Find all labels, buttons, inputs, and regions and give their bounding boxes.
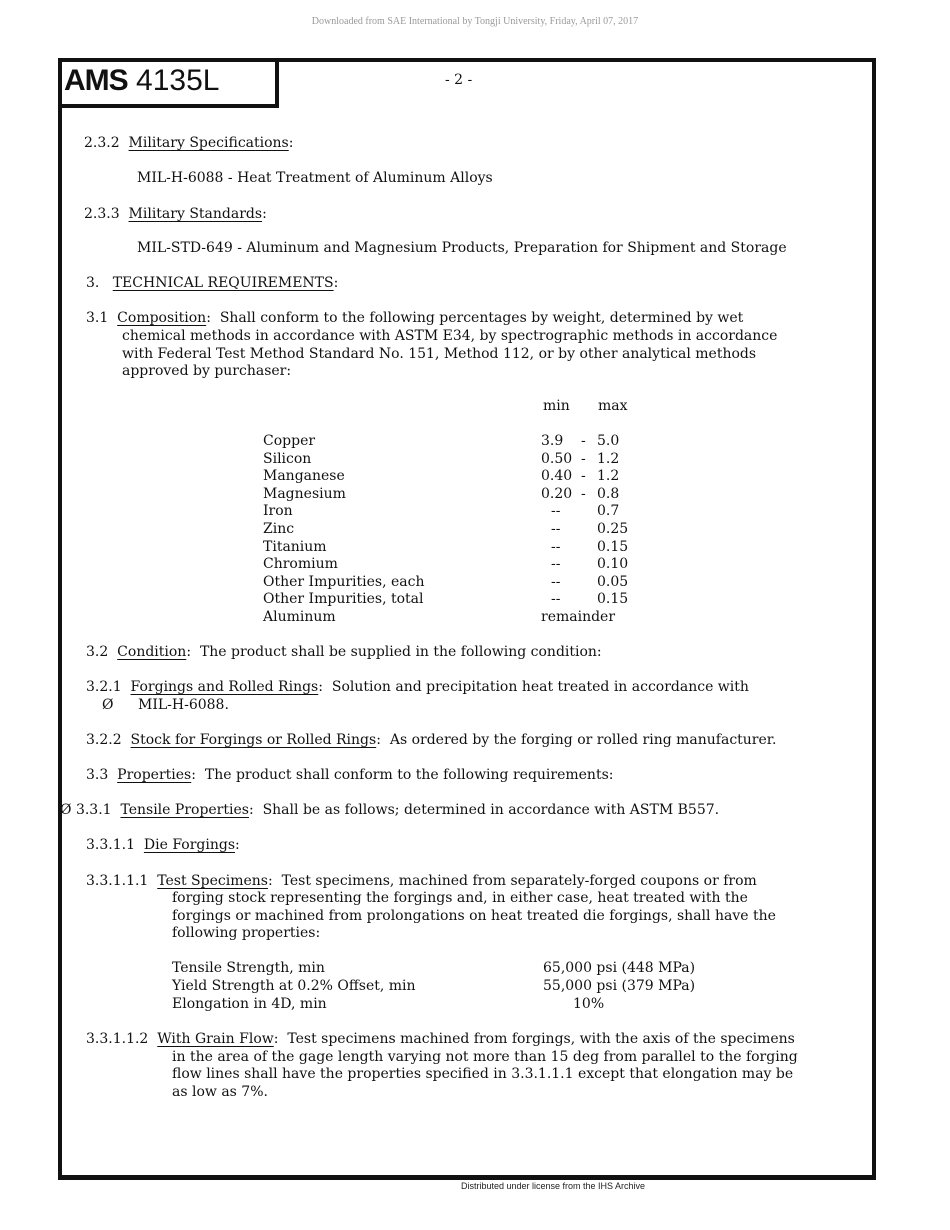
section-title: Condition bbox=[117, 644, 187, 660]
min-value: 0.20 bbox=[541, 485, 573, 502]
section-title: Forgings and Rolled Rings bbox=[130, 679, 319, 695]
section-title: Tensile Properties bbox=[120, 802, 249, 818]
element-name: Manganese bbox=[263, 468, 345, 485]
section-number: 2.3.3 bbox=[84, 206, 120, 222]
section-title: Composition bbox=[117, 310, 207, 326]
max-value: 0.8 bbox=[597, 485, 620, 502]
element-name: Silicon bbox=[263, 450, 312, 467]
max-value: 0.15 bbox=[597, 591, 629, 608]
max-value: 5.0 bbox=[597, 433, 620, 449]
section-2-3-2: 2.3.2 Military Specifications: bbox=[84, 135, 294, 151]
section-3-2: 3.2 Condition: The product shall be supplied in the following condition: bbox=[86, 644, 602, 660]
section-number: 3. bbox=[86, 275, 100, 291]
text-line: approved by purchaser: bbox=[122, 363, 292, 379]
section-number: 3.3.1.1.2 bbox=[86, 1031, 149, 1047]
section-3-3-1-1-1: 3.3.1.1.1 Test Specimens: Test specimens, machined from separately-forged coupons or from bbox=[86, 873, 757, 889]
section-text: The product shall conform to the following requirements: bbox=[204, 767, 614, 783]
text-line: forging stock representing the forgings and, in either case, heat treated with the bbox=[172, 890, 748, 906]
min-value: 0.40 bbox=[541, 468, 573, 485]
section-title: Die Forgings bbox=[143, 837, 235, 853]
section-number: 3.2 bbox=[86, 644, 109, 660]
element-name: Zinc bbox=[263, 521, 295, 537]
composition-row bbox=[263, 468, 663, 486]
element-name: Other Impurities, total bbox=[263, 591, 424, 608]
text-line: in the area of the gage length varying not more than 15 deg from parallel to the forging bbox=[172, 1049, 798, 1065]
text-line: flow lines shall have the properties specified in 3.3.1.1.1 except that elongation may be bbox=[172, 1066, 794, 1082]
composition-row bbox=[263, 451, 663, 469]
max-column-header: max bbox=[598, 398, 628, 414]
min-value: -- bbox=[551, 538, 561, 555]
min-value: -- bbox=[551, 503, 561, 520]
section-3-2-2: 3.2.2 Stock for Forgings or Rolled Rings: As ordered by the forging or rolled ring manufacturer. bbox=[86, 732, 777, 748]
min-value: remainder bbox=[541, 609, 616, 625]
section-3-3: 3.3 Properties: The product shall conform to the following requirements: bbox=[86, 767, 614, 783]
max-value: 0.15 bbox=[597, 538, 629, 555]
element-name: Other Impurities, each bbox=[263, 573, 425, 590]
range-separator: - bbox=[581, 468, 586, 485]
text-line: MIL-H-6088. bbox=[138, 697, 229, 713]
property-value: 55,000 psi (379 MPa) bbox=[543, 978, 696, 994]
min-value: 0.50 bbox=[541, 450, 573, 467]
section-number: 3.2.1 bbox=[86, 679, 122, 695]
range-separator: - bbox=[581, 450, 586, 467]
document-id-badge bbox=[58, 58, 279, 108]
composition-row bbox=[263, 486, 663, 504]
section-2-3-3: 2.3.3 Military Standards: bbox=[84, 206, 267, 222]
property-value: 65,000 psi (448 MPa) bbox=[543, 960, 696, 976]
doc-id-prefix: AMS bbox=[64, 64, 128, 97]
mil-std-item: MIL-STD-649 - Aluminum and Magnesium Products, Preparation for Shipment and Storage bbox=[137, 240, 787, 256]
composition-row bbox=[263, 574, 663, 592]
mil-spec-item: MIL-H-6088 - Heat Treatment of Aluminum Alloys bbox=[137, 170, 493, 186]
section-number: 3.3.1.1.1 bbox=[86, 873, 149, 889]
max-value: 0.10 bbox=[597, 556, 629, 573]
section-title: TECHNICAL REQUIREMENTS bbox=[112, 275, 334, 291]
min-value: -- bbox=[551, 573, 561, 590]
section-title: Test Specimens bbox=[157, 873, 268, 889]
element-name: Titanium bbox=[263, 538, 327, 555]
min-value: -- bbox=[551, 591, 561, 608]
range-separator: - bbox=[581, 485, 586, 502]
min-column-header: min bbox=[543, 398, 570, 414]
section-text: Shall be as follows; determined in accordance with ASTM B557. bbox=[262, 802, 720, 818]
section-text: The product shall be supplied in the following condition: bbox=[199, 644, 602, 660]
composition-row bbox=[263, 521, 663, 539]
section-title: Military Standards bbox=[128, 206, 263, 222]
composition-row bbox=[263, 539, 663, 557]
section-number: 3.3.1.1 bbox=[86, 837, 135, 853]
composition-row bbox=[263, 503, 663, 521]
section-text: As ordered by the forging or rolled ring manufacturer. bbox=[389, 732, 777, 748]
section-number: 3.3 bbox=[86, 767, 109, 783]
composition-row bbox=[263, 556, 663, 574]
composition-row bbox=[263, 433, 663, 451]
footer-notice: Distributed under license from the IHS Archive bbox=[460, 1181, 646, 1191]
section-number: 3.3.1 bbox=[75, 802, 112, 818]
section-title: Properties bbox=[117, 767, 192, 783]
max-value: 1.2 bbox=[597, 468, 620, 485]
section-3-2-1: 3.2.1 Forgings and Rolled Rings: Solution and precipitation heat treated in accordance with bbox=[86, 679, 749, 695]
element-name: Magnesium bbox=[263, 485, 346, 502]
section-3-3-1-1: 3.3.1.1 Die Forgings: bbox=[86, 837, 240, 853]
section-3-1: 3.1 Composition: Shall conform to the following percentages by weight, determined by wet bbox=[86, 310, 744, 326]
section-3-3-1-1-2: 3.3.1.1.2 With Grain Flow: Test specimens machined from forgings, with the axis of the specimens bbox=[86, 1031, 795, 1047]
property-label: Tensile Strength, min bbox=[172, 960, 325, 976]
text-line: forgings or machined from prolongations on heat treated die forgings, shall have the bbox=[172, 908, 776, 924]
section-text: Solution and precipitation heat treated in accordance with bbox=[331, 679, 749, 695]
composition-row bbox=[263, 609, 663, 627]
text-line: Test specimens, machined from separately-forged coupons or from bbox=[281, 873, 757, 889]
element-name: Iron bbox=[263, 503, 293, 520]
section-title: With Grain Flow bbox=[157, 1031, 274, 1047]
composition-row bbox=[263, 591, 663, 609]
change-mark: Ø bbox=[60, 802, 72, 818]
section-3: 3. TECHNICAL REQUIREMENTS: bbox=[86, 275, 339, 291]
text-line: following properties: bbox=[172, 925, 321, 941]
min-value: 3.9 bbox=[541, 433, 564, 449]
property-value: 10% bbox=[573, 996, 605, 1012]
change-mark: Ø bbox=[102, 697, 114, 713]
element-name: Chromium bbox=[263, 556, 338, 573]
max-value: 0.7 bbox=[597, 503, 620, 520]
element-name: Copper bbox=[263, 433, 316, 449]
page-number: - 2 - bbox=[445, 72, 473, 88]
section-title: Stock for Forgings or Rolled Rings bbox=[130, 732, 377, 748]
section-3-3-1: Ø 3.3.1 Tensile Properties: Shall be as follows; determined in accordance with ASTM B557. bbox=[60, 802, 720, 818]
download-notice: Downloaded from SAE International by Tongji University, Friday, April 07, 2017 bbox=[311, 16, 639, 27]
text-line: Test specimens machined from forgings, with the axis of the specimens bbox=[287, 1031, 795, 1047]
element-name: Aluminum bbox=[263, 609, 336, 625]
min-value: -- bbox=[551, 521, 561, 537]
min-value: -- bbox=[551, 556, 561, 573]
section-title: Military Specifications bbox=[128, 135, 289, 151]
property-label: Yield Strength at 0.2% Offset, min bbox=[172, 978, 416, 994]
text-line: Shall conform to the following percentages by weight, determined by wet bbox=[219, 310, 744, 326]
max-value: 0.05 bbox=[597, 573, 629, 590]
text-line: as low as 7%. bbox=[172, 1084, 268, 1100]
max-value: 0.25 bbox=[597, 521, 629, 537]
text-line: with Federal Test Method Standard No. 151, Method 112, or by other analytical methods bbox=[122, 346, 757, 362]
property-label: Elongation in 4D, min bbox=[172, 996, 327, 1012]
doc-id-number: 4135L bbox=[136, 64, 220, 97]
text-line: chemical methods in accordance with ASTM E34, by spectrographic methods in accordance bbox=[122, 328, 778, 344]
max-value: 1.2 bbox=[597, 450, 620, 467]
section-number: 3.1 bbox=[86, 310, 109, 326]
range-separator: - bbox=[581, 433, 586, 449]
section-number: 3.2.2 bbox=[86, 732, 122, 748]
section-number: 2.3.2 bbox=[84, 135, 120, 151]
